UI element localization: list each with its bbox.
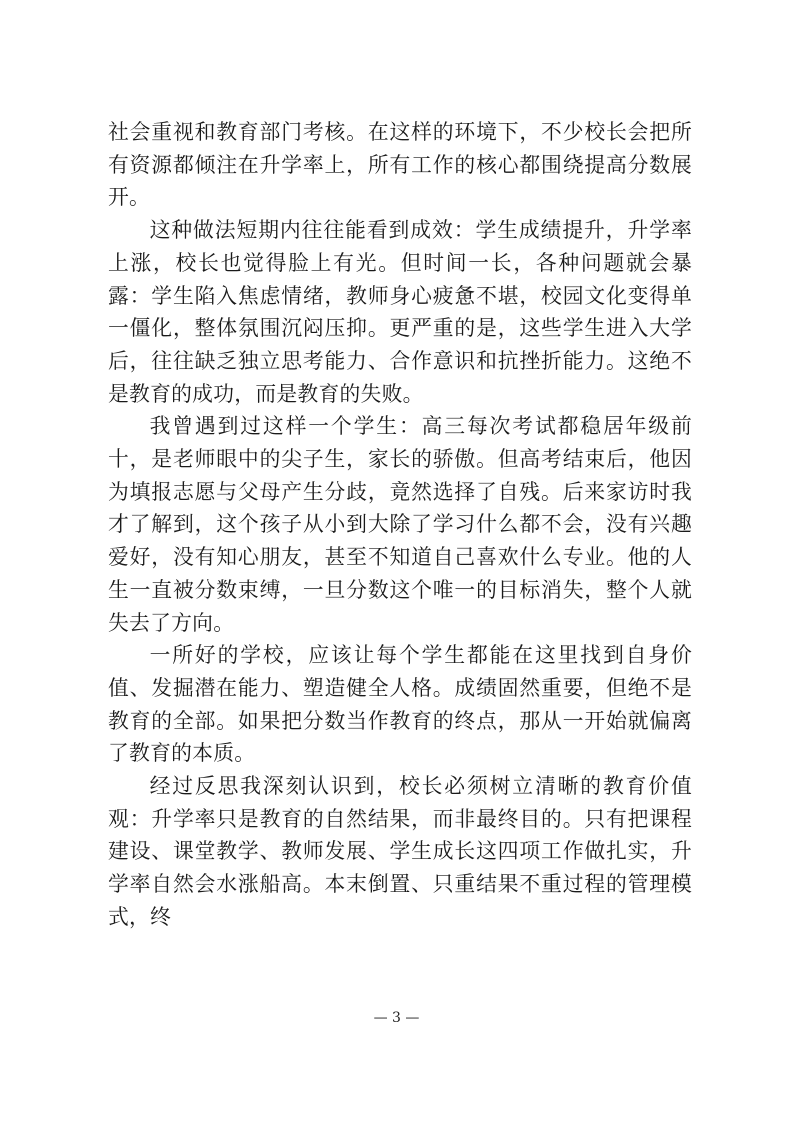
paragraph-3: 我曾遇到过这样一个学生：高三每次考试都稳居年级前十，是老师眼中的尖子生，家长的骄傲。但高考结束后，他因为填报志愿与父母产生分歧，竟然选择了自残。后来家访时我才了解到，这个孩子从小到大除了学习什么都不会，没有兴趣爱好，没有知心朋友，甚至不知道自己喜欢什么专业。他的人生一直被分数束缚，一旦分数这个唯一的目标消失，整个人就失去了方向。 bbox=[108, 414, 692, 635]
paragraph-4: 一所好的学校，应该让每个学生都能在这里找到自身价值、发掘潜在能力、塑造健全人格。成绩固然重要，但绝不是教育的全部。如果把分数当作教育的终点，那从一开始就偏离了教育的本质。 bbox=[108, 643, 692, 766]
page-number: — 3 — bbox=[373, 1010, 420, 1026]
paragraph-1: 社会重视和教育部门考核。在这样的环境下，不少校长会把所有资源都倾注在升学率上，所有工作的核心都围绕提高分数展开。 bbox=[108, 120, 692, 210]
paragraph-5: 经过反思我深刻认识到，校长必须树立清晰的教育价值观：升学率只是教育的自然结果，而非最终目的。只有把课程建设、课堂教学、教师发展、学生成长这四项工作做扎实，升学率自然会水涨船高。本末倒置、只重结果不重过程的管理模式，终 bbox=[108, 774, 692, 929]
paragraph-2: 这种做法短期内往往能看到成效：学生成绩提升，升学率上涨，校长也觉得脸上有光。但时间一长，各种问题就会暴露：学生陷入焦虑情绪，教师身心疲惫不堪，校园文化变得单一僵化，整体氛围沉闷压抑。更严重的是，这些学生进入大学后，往往缺乏独立思考能力、合作意识和抗挫折能力。这绝不是教育的成功，而是教育的失败。 bbox=[108, 218, 692, 406]
body-text bbox=[108, 116, 692, 934]
